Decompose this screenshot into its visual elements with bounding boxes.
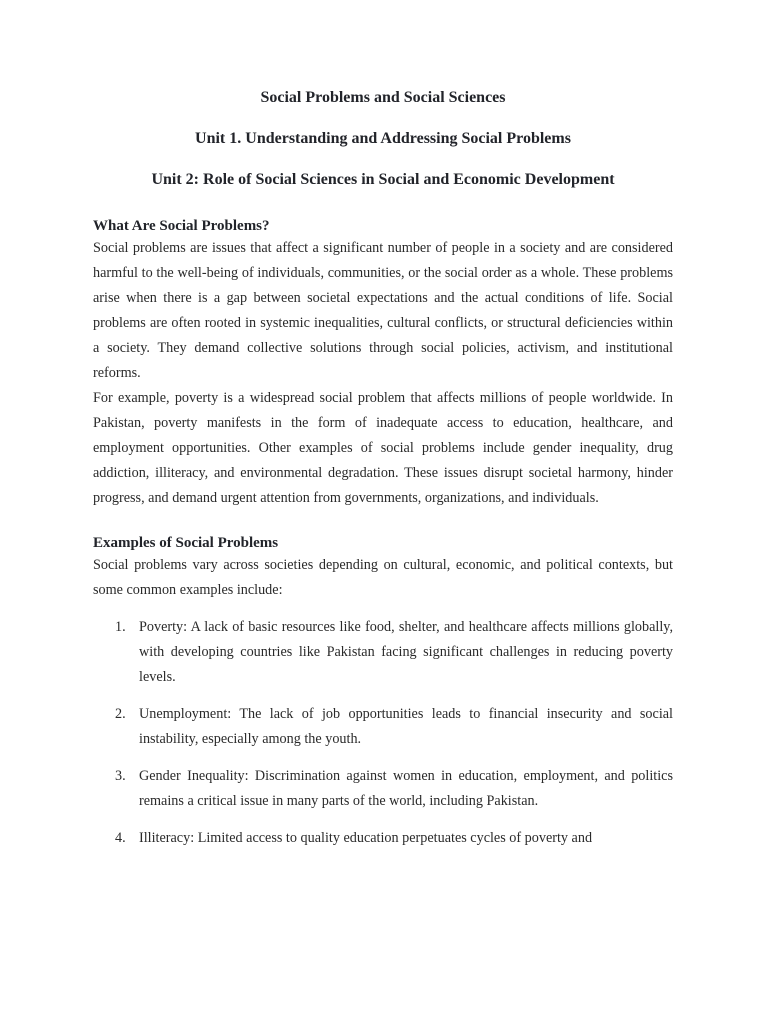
list-item-text: Poverty: A lack of basic resources like food, shelter, and healthcare affects millions globally, with developing countries like Pakistan facing significant challenges in reducing poverty levels.	[139, 619, 673, 685]
paragraph-definition: Social problems are issues that affect a significant number of people in a society and are considered harmful to the well-being of individuals, communities, or the social order as a whole. These problems arise when there is a gap between societal expectations and the actual conditions of life. Social problems are often rooted in systemic inequalities, cultural conflicts, or structural deficiencies within a society. They demand collective solutions through social policies, activism, and institutional reforms.	[93, 240, 673, 381]
list-item-number: 2.	[115, 706, 126, 722]
paragraph-examples-intro: Social problems vary across societies depending on cultural, economic, and political contexts, but some common examples include:	[93, 557, 673, 598]
section-heading-examples: Examples of Social Problems	[93, 535, 279, 551]
unit-2-title: Unit 2: Role of Social Sciences in Social and Economic Development	[151, 171, 615, 188]
list-item	[93, 702, 673, 752]
list-item-number: 1.	[115, 619, 126, 635]
list-item	[93, 764, 673, 814]
list-item-number: 3.	[115, 768, 126, 784]
list-item-text: Unemployment: The lack of job opportunities leads to financial insecurity and social instability, especially among the youth.	[139, 706, 673, 747]
section-heading-what-are-social-problems: What Are Social Problems?	[93, 218, 270, 234]
list-item	[93, 615, 673, 690]
list-item-text: Gender Inequality: Discrimination against women in education, employment, and politics remains a critical issue in many parts of the world, including Pakistan.	[139, 768, 673, 809]
list-item-text: Illiteracy: Limited access to quality education perpetuates cycles of poverty and	[139, 830, 593, 846]
list-item-number: 4.	[115, 830, 126, 846]
unit-1-title: Unit 1. Understanding and Addressing Social Problems	[195, 130, 571, 147]
document-title: Social Problems and Social Sciences	[260, 89, 506, 106]
examples-list	[93, 615, 673, 851]
list-item	[93, 826, 673, 851]
paragraph-example: For example, poverty is a widespread social problem that affects millions of people worldwide. In Pakistan, poverty manifests in the form of inadequate access to education, healthcare, and employment opportunities. Other examples of social problems include gender inequality, drug addiction, illiteracy, and environmental degradation. These issues disrupt societal harmony, hinder progress, and demand urgent attention from governments, organizations, and individuals.	[93, 390, 673, 506]
